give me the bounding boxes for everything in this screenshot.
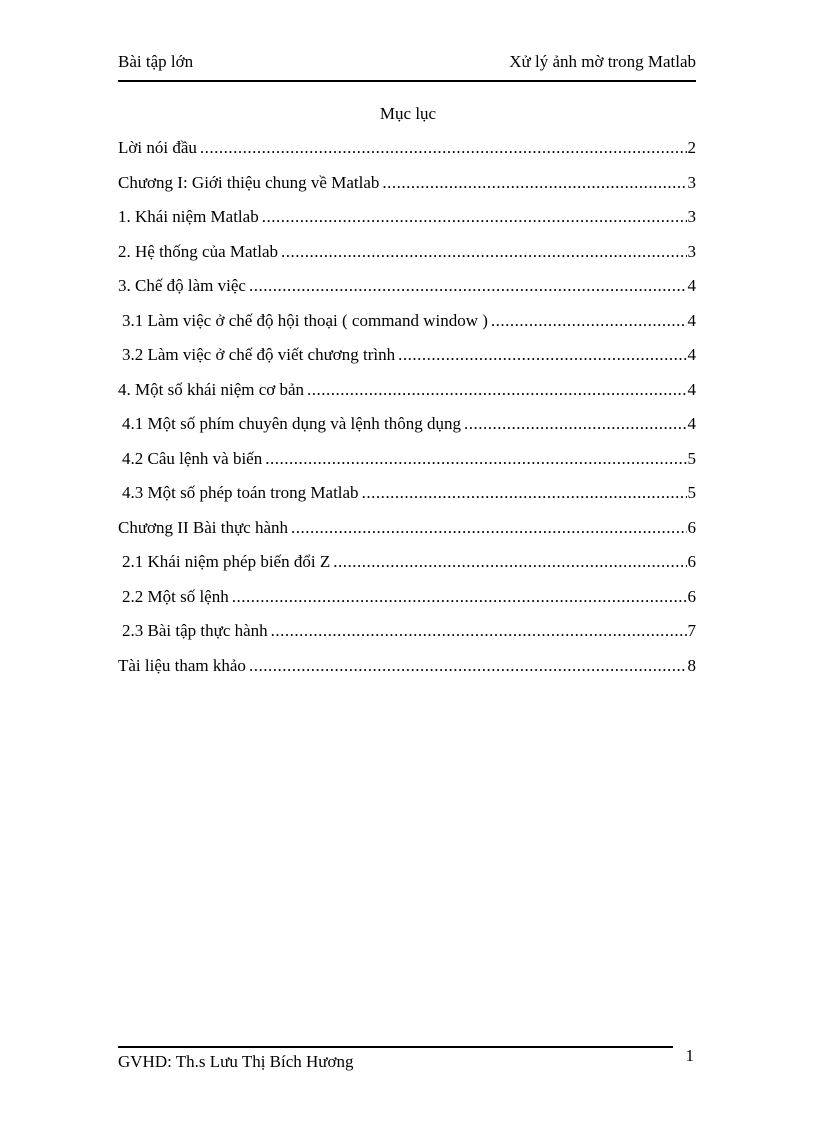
toc-entry-page: 4 (687, 345, 696, 364)
toc-entry-label: 2. Hệ thống của Matlab (118, 241, 279, 261)
toc-entry-page: 8 (687, 655, 696, 675)
toc-entry-label: 2.1 Khái niệm phép biến đổi Z (122, 552, 331, 571)
toc-entry-label: Tài liệu tham khảo (118, 655, 246, 675)
toc-dot-leader (362, 483, 687, 503)
toc-dot-leader (307, 380, 686, 400)
header-report-title: Xử lý ảnh mờ trong Matlab (509, 52, 696, 71)
toc-entry-page: 4 (687, 310, 696, 330)
toc-entry-page: 7 (687, 621, 696, 640)
toc-dot-leader (265, 449, 686, 469)
toc-dot-leader (464, 414, 686, 434)
toc-entry[interactable] (118, 311, 696, 346)
toc-dot-leader (382, 173, 686, 193)
toc-entry-page: 3 (687, 241, 696, 261)
toc-entry[interactable] (118, 449, 696, 484)
toc-entry-page: 3 (687, 172, 696, 192)
toc-entry[interactable] (118, 138, 696, 173)
footer-divider (118, 1046, 673, 1048)
toc-dot-leader (333, 552, 686, 572)
toc-entry-label: 3. Chế độ làm việc (118, 276, 246, 295)
toc-dot-leader (491, 311, 687, 331)
toc-entry-page: 5 (687, 483, 696, 502)
toc-entry-label: 3.1 Làm việc ở chế độ hội thoại ( command window ) (122, 310, 488, 330)
toc-dot-leader (200, 138, 687, 158)
toc-entry-page: 4 (687, 276, 696, 295)
toc-entry-label: 4. Một số khái niệm cơ bản (118, 379, 305, 399)
toc-entry[interactable] (118, 345, 696, 380)
toc-entry[interactable] (118, 173, 696, 208)
toc-entry-label: Lời nói đầu (118, 138, 197, 157)
toc-entry-page: 3 (687, 207, 696, 226)
page-header (118, 52, 696, 82)
toc-entry[interactable] (118, 483, 696, 518)
toc-entry-label: 3.2 Làm việc ở chế độ viết chương trình (122, 345, 396, 364)
toc-dot-leader (291, 518, 687, 538)
toc-entry[interactable] (118, 552, 696, 587)
footer-page-number: 1 (685, 1046, 694, 1065)
toc-entry[interactable] (118, 414, 696, 449)
toc-entry-label: 4.2 Câu lệnh và biến (122, 448, 263, 468)
toc-entry-label: 1. Khái niệm Matlab (118, 207, 259, 226)
toc-dot-leader (271, 621, 687, 641)
toc-entry[interactable] (118, 207, 696, 242)
toc-entry[interactable] (118, 276, 696, 311)
toc-entry-page: 6 (687, 552, 696, 571)
toc-entry-page: 2 (687, 138, 696, 157)
toc-entry-label: 2.3 Bài tập thực hành (122, 621, 268, 640)
toc-entry-page: 6 (687, 517, 696, 537)
toc-entry-page: 5 (687, 448, 696, 468)
toc-entry[interactable] (118, 380, 696, 415)
toc-dot-leader (249, 656, 687, 676)
toc-dot-leader (398, 345, 686, 365)
header-course-title: Bài tập lớn (118, 52, 194, 71)
page-footer (118, 1043, 696, 1073)
toc-entry[interactable] (118, 587, 696, 622)
toc-entry[interactable] (118, 621, 696, 656)
toc-entry[interactable] (118, 656, 696, 691)
toc-entry-label: 4.1 Một số phím chuyên dụng và lệnh thông dụng (122, 414, 462, 433)
toc-entry-page: 4 (687, 414, 696, 433)
toc-dot-leader (262, 207, 687, 227)
toc-heading: Mục lục (379, 104, 437, 123)
footer-instructor: GVHD: Th.s Lưu Thị Bích Hương (118, 1052, 354, 1071)
toc-dot-leader (249, 276, 687, 296)
toc-entry-page: 6 (687, 586, 696, 606)
table-of-contents (118, 138, 696, 690)
toc-dot-leader (232, 587, 687, 607)
toc-entry-label: 4.3 Một số phép toán trong Matlab (122, 483, 359, 502)
toc-entry-label: Chương I: Giới thiệu chung về Matlab (118, 172, 380, 192)
toc-entry-label: Chương II Bài thực hành (118, 517, 288, 537)
toc-entry[interactable] (118, 518, 696, 553)
toc-entry[interactable] (118, 242, 696, 277)
toc-entry-label: 2.2 Một số lệnh (122, 586, 229, 606)
toc-dot-leader (281, 242, 686, 262)
toc-entry-page: 4 (687, 379, 696, 399)
